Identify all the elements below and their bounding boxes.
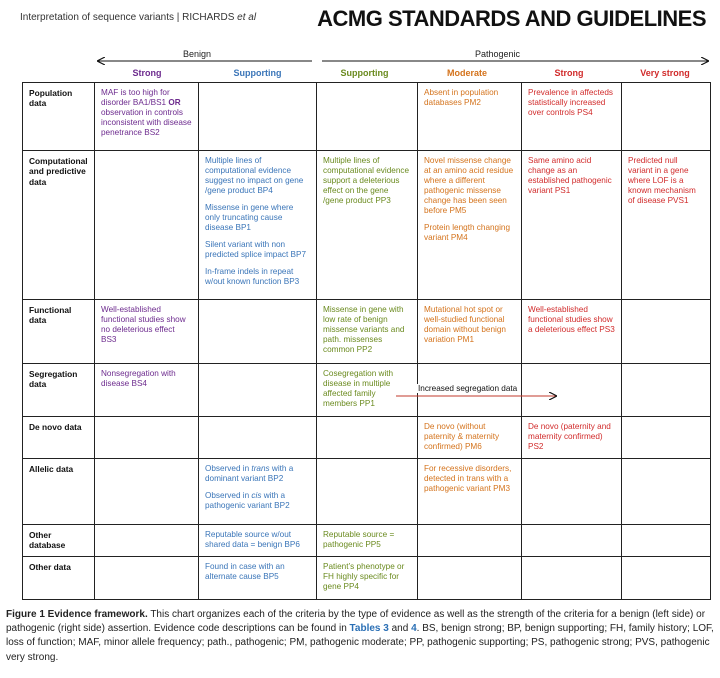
cell-empty [418,525,522,557]
row-segregation [23,364,711,417]
segregation-arrow-label: Increased segregation data [418,384,518,393]
col-header-path-supporting: Supporting [340,68,389,78]
cell-empty [199,417,317,459]
row-header: Other database [23,525,95,557]
cell-empty [95,417,199,459]
cell-benign-supporting: Observed in trans with a dominant variant BP2 Observed in cis with a pathogenic variant BP2 [199,459,317,525]
col-header-path-strong: Strong [554,68,584,78]
row-allelic [23,459,711,525]
cell-empty [622,459,711,525]
row-other-data [23,556,711,599]
cell-empty [622,83,711,151]
row-header: Population data [23,83,95,151]
cell-benign-strong: Well-established functional studies show no deleterious effect BS3 [95,300,199,364]
row-functional [23,300,711,364]
col-header-path-moderate: Moderate [446,68,487,78]
cell-empty [522,364,622,417]
running-title: Interpretation of sequence variants | RICHARDS et al [20,12,257,23]
col-header-benign-supporting: Supporting [233,68,282,78]
row-computational [23,151,711,300]
cell-path-very-strong: Predicted null variant in a gene where LOF is a known mechanism of disease PVS1 [622,151,711,300]
cell-path-supporting: Missense in gene with low rate of benign missense variants and path. missenses common PP2 [317,300,418,364]
cell-empty [622,525,711,557]
cell-path-moderate: For recessive disorders, detected in trans with a pathogenic variant PM3 [418,459,522,525]
pathogenic-group-label: Pathogenic [475,49,521,59]
cell-empty [622,300,711,364]
cell-path-moderate: Mutational hot spot or well-studied functional domain without benign variation PM1 [418,300,522,364]
cell-empty [522,525,622,557]
tables-3-link[interactable]: Tables 3 [349,623,389,635]
row-de-novo [23,417,711,459]
cell-benign-strong: Nonsegregation with disease BS4 [95,364,199,417]
cell-empty [622,417,711,459]
cell-empty [317,417,418,459]
cell-empty [199,364,317,417]
row-other-database [23,525,711,557]
row-header: Computational and predictive data [23,151,95,300]
cell-empty [317,83,418,151]
cell-empty [622,556,711,599]
cell-path-strong: Prevalence in affecteds statistically increased over controls PS4 [522,83,622,151]
cell-path-supporting: Multiple lines of computational evidence support a deleterious effect on the gene /gene product PP3 [317,151,418,300]
caption-label: Figure 1 Evidence framework. [6,609,148,620]
evidence-table [22,82,711,600]
cell-path-supporting: Patient’s phenotype or FH highly specific for gene PP4 [317,556,418,599]
row-header: Other data [23,556,95,599]
col-header-benign-strong: Strong [132,68,162,78]
cell-path-moderate: Absent in population databases PM2 [418,83,522,151]
cell-benign-strong: MAF is too high for disorder BA1/BS1 OR observation in controls inconsistent with disease penetrance BS2 [95,83,199,151]
cell-empty [418,556,522,599]
cell-path-moderate: De novo (without paternity & maternity confirmed) PM6 [418,417,522,459]
cell-empty [95,459,199,525]
row-header: De novo data [23,417,95,459]
cell-empty [317,459,418,525]
cell-empty [622,364,711,417]
cell-path-supporting: Reputable source = pathogenic PP5 [317,525,418,557]
cell-benign-supporting: Reputable source w/out shared data = benign BP6 [199,525,317,557]
figure-caption: Figure 1 Evidence framework. This chart organizes each of the criteria by the type of evidence as well as the strength of the criteria for a benign (left side) or pathogenic (right side) assertion. Evidence code descriptions can be found in Tables 3 and 4. BS, benign strong; BP, benign supporting; FH, family history; LOF, loss of function; MAF, minor allele frequency; path., pathogenic; PM, pathogenic moderate; PP, pathogenic supporting; PS, pathogenic strong; PVS, pathogenic very strong. [6,609,714,663]
cell-empty [522,459,622,525]
cell-empty [95,151,199,300]
benign-group-label: Benign [183,49,212,59]
journal-section-title: ACMG STANDARDS AND GUIDELINES [317,6,706,31]
col-header-path-very-strong: Very strong [640,68,690,78]
row-header: Allelic data [23,459,95,525]
cell-empty [199,83,317,151]
cell-path-moderate: Novel missense change at an amino acid residue where a different pathogenic missense change has been seen before PM5 Protein length changing variant PM4 [418,151,522,300]
cell-path-strong: Same amino acid change as an established pathogenic variant PS1 [522,151,622,300]
cell-benign-supporting: Found in case with an alternate cause BP5 [199,556,317,599]
row-header: Functional data [23,300,95,364]
cell-empty [199,300,317,364]
table-4-link[interactable]: 4 [411,623,417,635]
cell-path-strong: Well-established functional studies show a deleterious effect PS3 [522,300,622,364]
row-population [23,83,711,151]
cell-path-strong: De novo (paternity and maternity confirmed) PS2 [522,417,622,459]
cell-empty [522,556,622,599]
row-header: Segregation data [23,364,95,417]
cell-empty [95,556,199,599]
cell-benign-supporting: Multiple lines of computational evidence suggest no impact on gene /gene product BP4 Missense in gene where only truncating cause disease BP1 Silent variant with non predicted splice impact BP7 In-frame indels in repeat w/out known function BP3 [199,151,317,300]
cell-path-supporting: Cosegregation with disease in multiple affected family members PP1 [317,364,418,417]
cell-empty [95,525,199,557]
